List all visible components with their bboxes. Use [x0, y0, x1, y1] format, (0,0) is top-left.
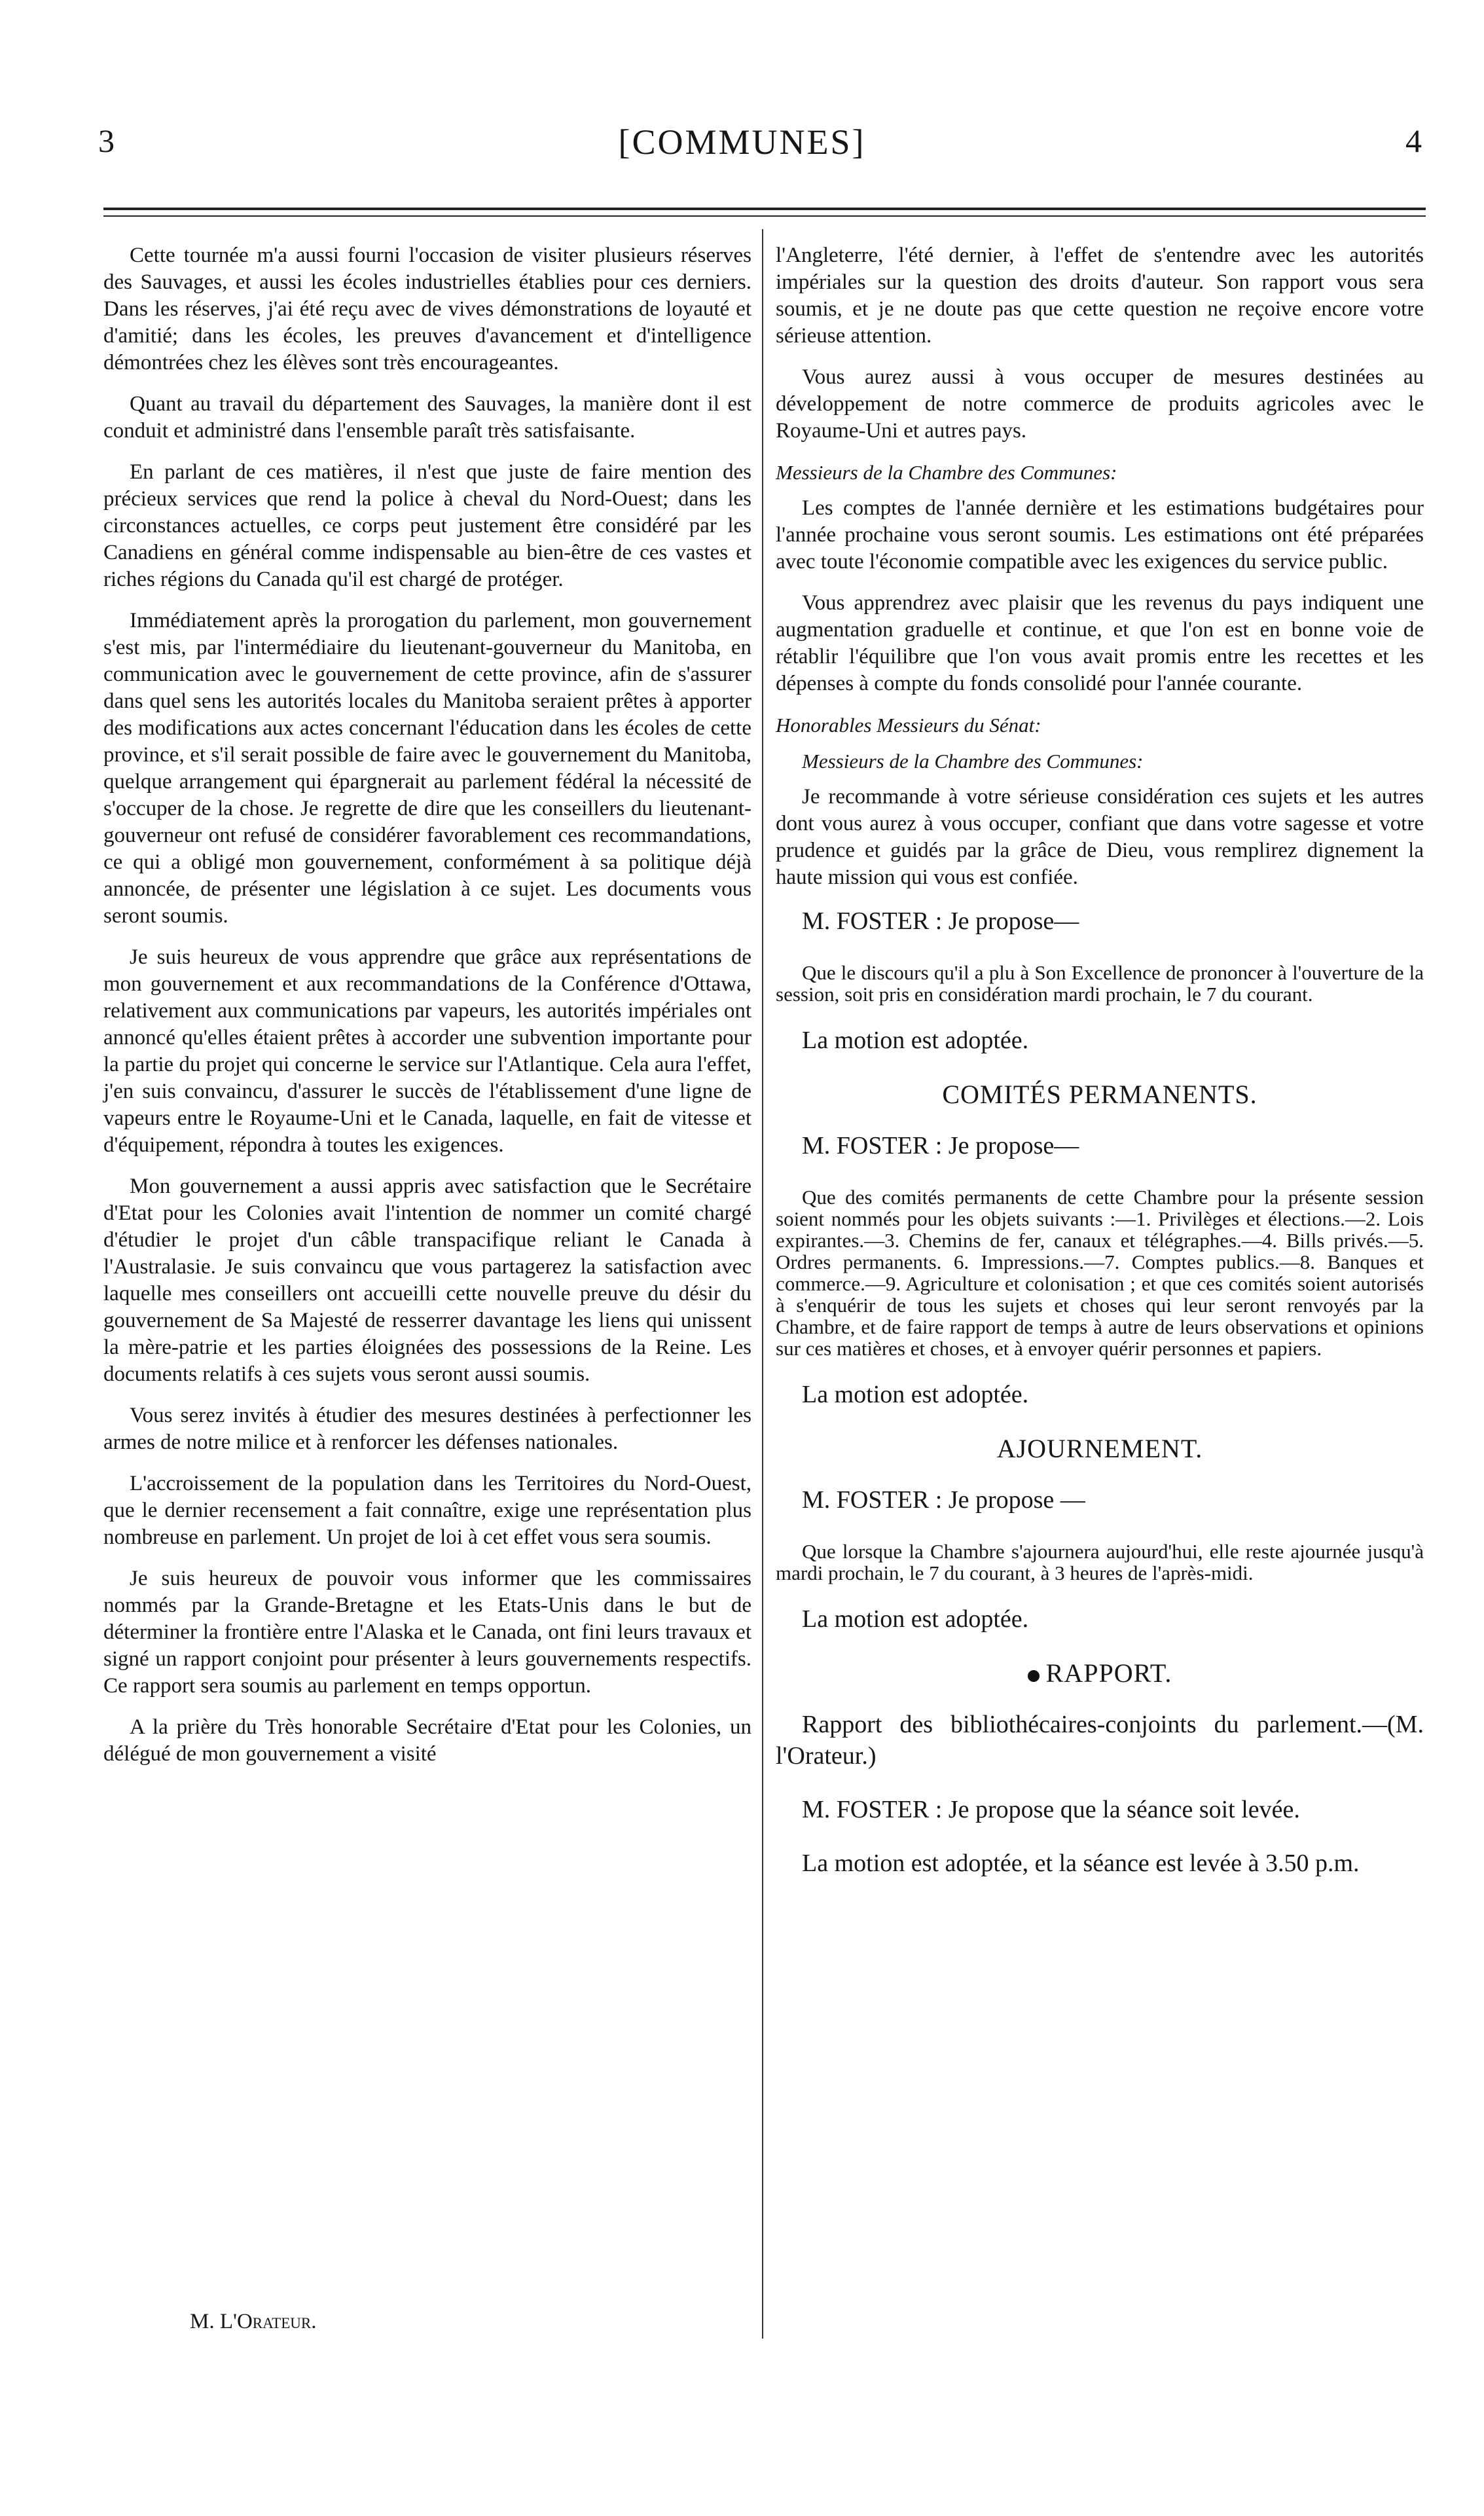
section-heading-text: RAPPORT. — [1045, 1658, 1172, 1688]
paragraph: Vous apprendrez avec plaisir que les revenus du pays indiquent une augmentation graduelle et continue, et que l'on est en bonne voie de rétablir l'équilibre que l'on vous avait promis entre les recettes et les dépenses à compte du fonds consolidé pour l'année courante. — [776, 591, 1424, 695]
bullet-mark — [1028, 1670, 1040, 1682]
signature: M. L'Orateur. — [190, 2310, 317, 2333]
paragraph: Immédiatement après la prorogation du parlement, mon gouvernement s'est mis, par l'intermédiaire du lieutenant-gouverneur du Manitoba, en communication avec le gouvernement de cette province, afin de s'assurer dans quel sens les autorités locales du Manitoba seraient prêtes à apporter des modifications aux actes concernant l'éducation dans les écoles de cette province, et s'il serait possible de faire avec le gouvernement du Manitoba, quelque arrangement qui épargnerait au parlement fédéral la nécessité de s'occuper de la chose. Je regrette de dire que les conseillers du lieutenant-gouverneur ont refusé de considérer favorablement ces recommandations, ce qui a obligé mon gouvernement, conformément à sa politique déjà annoncée, de présenter une législation à ce sujet. Les documents vous seront soumis. — [103, 609, 751, 928]
paragraph: L'accroissement de la population dans les Territoires du Nord-Ouest, que le dernier recensement a fait connaître, exige une représentation plus nombreuse en parlement. Un projet de loi à cet effet vous sera soumis. — [103, 1472, 751, 1549]
left-column — [103, 242, 751, 1782]
section-heading: COMITÉS PERMANENTS. — [942, 1080, 1258, 1109]
right-column — [776, 242, 1424, 1901]
address-heading: Messieurs de la Chambre des Communes: — [776, 461, 1117, 484]
motion-result: La motion est adoptée. — [802, 1605, 1029, 1633]
page-title: [COMMUNES] — [618, 122, 866, 162]
motion-speaker: M. FOSTER : Je propose — — [802, 1486, 1085, 1514]
column-divider — [762, 229, 763, 2339]
paragraph: En parlant de ces matières, il n'est que juste de faire mention des précieux services que rend la police à cheval du Nord-Ouest; dans les circonstances actuelles, ce corps peut justement être considéré par les Canadiens en général comme indispensable au bien-être de ces vastes et riches régions du Canada qu'il est chargé de protéger. — [103, 460, 751, 591]
page-header — [0, 0, 1484, 196]
section-heading: AJOURNEMENT. — [996, 1434, 1203, 1463]
motion-text: Que des comités permanents de cette Chambre pour la présente session soient nommés pour les objets suivants :—1. Privilèges et élections.—2. Lois expirantes.—3. Chemins de fer, canaux et télégraphes.—4. Bills privés.—5. Ordres permanents. 6. Impressions.—7. Comptes publics.—8. Banques et commerce.—9. Agriculture et colonisation ; et que ces comités soient autorisés à s'enquérir de tous les sujets et choses qui leur seront renvoyés par la Chambre, et de faire rapport de temps à autre de leurs observations et opinions sur ces matières et choses, et à envoyer quérir personnes et papiers. — [776, 1186, 1424, 1360]
motion-text: Que le discours qu'il a plu à Son Excellence de prononcer à l'ouverture de la session, soit pris en considération mardi prochain, le 7 du courant. — [776, 961, 1424, 1006]
address-heading: Honorables Messieurs du Sénat: — [776, 714, 1041, 737]
motion-speaker: M. FOSTER : Je propose— — [802, 1132, 1079, 1159]
paragraph: Vous aurez aussi à vous occuper de mesures destinées au développement de notre commerce de produits agricoles avec le Royaume-Uni et autres pays. — [776, 365, 1424, 443]
paragraph: M. FOSTER : Je propose que la séance soit levée. — [802, 1796, 1300, 1823]
paragraph: Je suis heureux de vous apprendre que grâce aux représentations de mon gouvernement et aux recommandations de la Conférence d'Ottawa, relativement aux communications par vapeurs, les autorités impériales ont annoncé qu'elles étaient prêtes à accorder une subvention importante pour la partie du projet qui concerne le service sur l'Atlantique. Cela aura l'effet, j'en suis convaincu, d'assurer le succès de l'établissement d'une ligne de vapeurs entre le Royaume-Uni et le Canada, laquelle, en fait de vitesse et d'équipement, répondra à toutes les exigences. — [103, 945, 751, 1157]
motion-result: La motion est adoptée. — [802, 1381, 1029, 1408]
motion-speaker: M. FOSTER : Je propose— — [802, 907, 1079, 935]
header-rule-thick — [103, 208, 1426, 210]
paragraph: Mon gouvernement a aussi appris avec satisfaction que le Secrétaire d'Etat pour les Colonies avait l'intention de nommer un comité chargé d'étudier le projet d'un câble transpacifique reliant le Canada à l'Australasie. Je suis convaincu que vous partagerez la satisfaction avec laquelle mes conseillers ont accueilli cette nouvelle preuve du désir du gouvernement de Sa Majesté de resserrer davantage les liens qui unissent la mère-patrie et les parties éloignées des possessions de la Reine. Les documents relatifs à ces sujets vous seront aussi soumis. — [103, 1175, 751, 1386]
paragraph: Vous serez invités à étudier des mesures destinées à perfectionner les armes de notre milice et à renforcer les défenses nationales. — [103, 1404, 751, 1454]
paragraph: Cette tournée m'a aussi fourni l'occasion de visiter plusieurs réserves des Sauvages, et aussi les écoles industrielles établies pour ces derniers. Dans les réserves, j'ai été reçu avec de vives démonstrations de loyauté et d'amitié; dans les écoles, les preuves d'avancement et d'intelligence démontrées chez les élèves sont très encourageantes. — [103, 244, 751, 374]
paragraph: Je recommande à votre sérieuse considération ces sujets et les autres dont vous aurez à vous occuper, confiant que dans votre sagesse et votre prudence et guidés par la grâce de Dieu, vous remplirez dignement la haute mission qui vous est confiée. — [776, 785, 1424, 889]
paragraph: Quant au travail du département des Sauvages, la manière dont il est conduit et administré dans l'ensemble paraît très satisfaisante. — [103, 392, 751, 443]
header-rule-thin — [103, 215, 1426, 217]
section-heading-rapport — [776, 1660, 1424, 1686]
paragraph: Je suis heureux de pouvoir vous informer que les commissaires nommés par la Grande-Bretagne et les Etats-Unis dans le but de déterminer la frontière entre l'Alaska et le Canada, ont fini leurs travaux et signé un rapport conjoint pour présenter à leurs gouvernements respectifs. Ce rapport sera soumis au parlement en temps opportun. — [103, 1567, 751, 1698]
motion-text: Que lorsque la Chambre s'ajournera aujourd'hui, elle reste ajournée jusqu'à mardi prochain, le 7 du courant, à 3 heures de l'après-midi. — [776, 1540, 1424, 1584]
paragraph: Les comptes de l'année dernière et les estimations budgétaires pour l'année prochaine vous seront soumis. Les estimations ont été préparées avec toute l'économie compatible avec les exigences du service public. — [776, 496, 1424, 574]
paragraph: l'Angleterre, l'été dernier, à l'effet de s'entendre avec les autorités impériales sur la question des droits d'auteur. Son rapport vous sera soumis, et je ne doute pas que cette question ne reçoive encore votre sérieuse attention. — [776, 244, 1424, 348]
motion-result: La motion est adoptée. — [802, 1027, 1029, 1054]
paragraph: A la prière du Très honorable Secrétaire d'Etat pour les Colonies, un délégué de mon gouvernement a visité — [103, 1715, 751, 1766]
paragraph: La motion est adoptée, et la séance est levée à 3.50 p.m. — [802, 1850, 1360, 1877]
paragraph: Rapport des bibliothécaires-conjoints du parlement.—(M. l'Orateur.) — [776, 1711, 1424, 1770]
left-page-number: 3 — [98, 122, 115, 159]
address-heading: Messieurs de la Chambre des Communes: — [802, 750, 1144, 773]
right-page-number: 4 — [1405, 122, 1422, 159]
